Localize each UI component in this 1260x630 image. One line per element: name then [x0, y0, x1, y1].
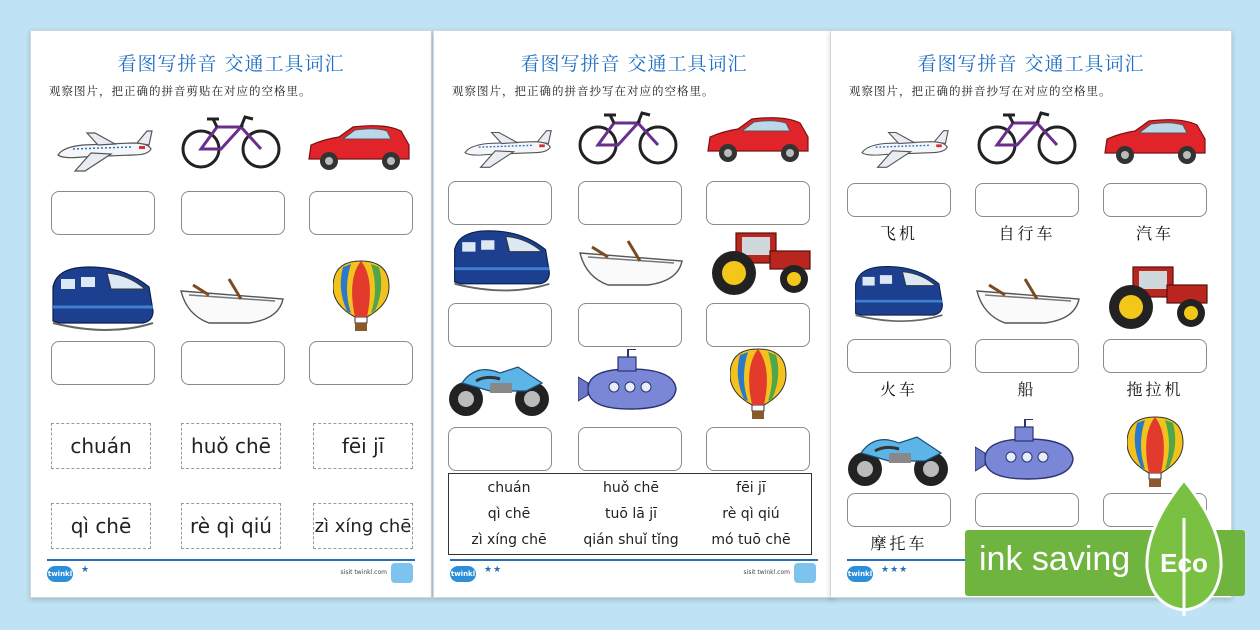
worksheet-title: 看图写拼音 交通工具词汇 [520, 53, 748, 75]
twinkl-logo: twinkl [47, 566, 73, 582]
footer-url: sisit twinkl.com [743, 569, 790, 576]
worksheet-instruction: 观察图片，把正确的拼音抄写在对应的空格里。 [452, 84, 715, 98]
answer-box[interactable] [309, 341, 413, 385]
footer-badge-icon [391, 563, 413, 583]
motorcycle-icon [845, 423, 953, 489]
bicycle-icon [179, 115, 285, 171]
boat-icon [975, 275, 1083, 327]
answer-box[interactable] [448, 303, 552, 347]
answer-box[interactable] [1103, 339, 1207, 373]
answer-box[interactable] [706, 427, 810, 471]
answer-box[interactable] [51, 191, 155, 235]
airplane-icon [456, 127, 562, 171]
difficulty-stars: ★★ [484, 565, 503, 575]
train-icon [448, 227, 556, 299]
answer-box[interactable] [975, 183, 1079, 217]
boat-icon [179, 275, 287, 327]
car-icon [1101, 117, 1209, 167]
answer-box[interactable] [181, 191, 285, 235]
hot-air-balloon-icon [333, 259, 391, 333]
tractor-icon [1103, 261, 1211, 331]
train-icon [49, 263, 157, 339]
twinkl-logo: twinkl [847, 566, 873, 582]
answer-box[interactable] [847, 493, 951, 527]
footer-divider [47, 559, 415, 561]
pinyin-cut-card[interactable]: chuán [51, 423, 151, 469]
word-bank-item: fēi jī [736, 480, 766, 496]
answer-box[interactable] [975, 339, 1079, 373]
twinkl-logo: twinkl [450, 566, 476, 582]
word-bank-item: chuán [487, 480, 531, 496]
submarine-icon [578, 349, 682, 415]
word-bank-item: tuō lā jī [604, 506, 658, 522]
chinese-label: 自行车 [998, 224, 1056, 243]
pinyin-cut-card[interactable]: qì chē [51, 503, 151, 549]
answer-box[interactable] [309, 191, 413, 235]
difficulty-stars: ★★★ [881, 565, 909, 575]
answer-box[interactable] [448, 181, 552, 225]
bicycle-icon [975, 111, 1081, 167]
answer-box[interactable] [448, 427, 552, 471]
train-icon [845, 263, 953, 329]
word-bank [448, 473, 812, 555]
word-bank-item: mó tuō chē [711, 532, 791, 548]
difficulty-stars: ★ [81, 565, 91, 575]
answer-box[interactable] [706, 181, 810, 225]
word-bank-item: qì chē [487, 506, 531, 522]
answer-box[interactable] [847, 339, 951, 373]
worksheet-instruction: 观察图片，把正确的拼音抄写在对应的空格里。 [849, 84, 1112, 98]
car-icon [305, 123, 413, 173]
answer-box[interactable] [51, 341, 155, 385]
eco-leaf-icon [1143, 478, 1225, 618]
submarine-icon [975, 419, 1079, 485]
bicycle-icon [576, 111, 682, 167]
chinese-label: 火车 [879, 380, 918, 399]
chinese-label: 摩托车 [870, 534, 928, 553]
answer-box[interactable] [1103, 183, 1207, 217]
worksheet-title: 看图写拼音 交通工具词汇 [117, 53, 345, 75]
tractor-icon [706, 227, 814, 297]
chinese-label: 拖拉机 [1126, 380, 1184, 399]
eco-label: Eco [1160, 548, 1208, 578]
word-bank-item: huǒ chē [603, 480, 659, 496]
car-icon [704, 115, 812, 165]
boat-icon [578, 237, 686, 289]
ink-saving-label: ink saving [979, 540, 1131, 578]
answer-box[interactable] [975, 493, 1079, 527]
answer-box[interactable] [181, 341, 285, 385]
word-bank-item: qián shuǐ tǐng [583, 532, 679, 548]
worksheet-title: 看图写拼音 交通工具词汇 [917, 53, 1145, 75]
answer-box[interactable] [847, 183, 951, 217]
word-bank-item: zì xíng chē [471, 532, 547, 548]
footer-divider [450, 559, 818, 561]
answer-box[interactable] [706, 303, 810, 347]
chinese-label: 汽车 [1135, 224, 1174, 243]
chinese-label: 飞机 [879, 224, 918, 243]
pinyin-cut-card[interactable]: zì xíng chē [313, 503, 413, 549]
footer-url: sisit twinkl.com [340, 569, 387, 576]
motorcycle-icon [446, 353, 554, 419]
worksheet-instruction: 观察图片，把正确的拼音剪贴在对应的空格里。 [49, 84, 312, 98]
airplane-icon [53, 127, 159, 175]
answer-box[interactable] [578, 181, 682, 225]
worksheet-1 [30, 30, 432, 598]
pinyin-cut-card[interactable]: fēi jī [313, 423, 413, 469]
footer-badge-icon [794, 563, 816, 583]
answer-box[interactable] [578, 303, 682, 347]
airplane-icon [853, 127, 959, 171]
word-bank-item: rè qì qiú [722, 506, 780, 522]
worksheet-2 [433, 30, 835, 598]
pinyin-cut-card[interactable]: huǒ chē [181, 423, 281, 469]
hot-air-balloon-icon [730, 347, 788, 421]
answer-box[interactable] [578, 427, 682, 471]
chinese-label: 船 [1017, 380, 1037, 399]
pinyin-cut-card[interactable]: rè qì qiú [181, 503, 281, 549]
